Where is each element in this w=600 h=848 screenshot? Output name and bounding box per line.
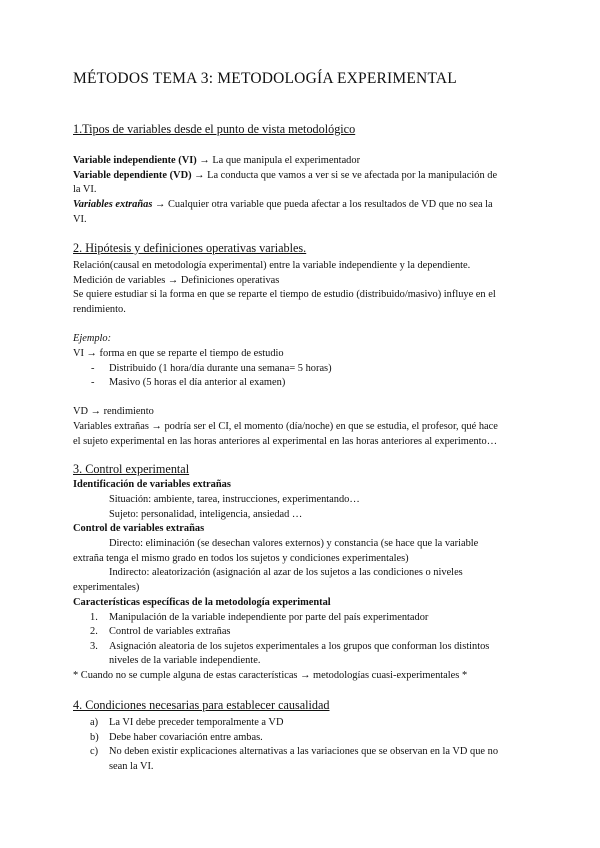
s4-item-a: La VI debe preceder temporalmente a VD (109, 717, 284, 728)
s3-note: * Cuando no se cumple alguna de estas características → metodologías cuasi-experimentales * (73, 670, 468, 681)
s2-paragraph-3: Se quiere estudiar si la forma en que se reparte el tiempo de estudio (distribuido/masivo) influye en el (73, 289, 496, 300)
ve-def-cont: VI. (73, 214, 87, 225)
s4-item-b: Debe haber covariación entre ambas. (109, 732, 263, 743)
s3-indirect: Indirecto: aleatorización (asignación al azar de los sujetos a las condiciones o niveles (109, 567, 463, 578)
list-number: 3. (90, 641, 98, 652)
section-4-heading: 4. Condiciones necesarias para establecer causalidad (73, 698, 330, 712)
vd-definition (73, 169, 497, 183)
s3-item-1: Manipulación de la variable independiente por parte del país experimentador (109, 612, 429, 623)
s3-subheading-characteristics: Características específicas de la metodología experimental (73, 597, 331, 608)
ve-definition (73, 198, 493, 212)
vd-def-cont: la VI. (73, 184, 97, 195)
s3-subheading-control: Control de variables extrañas (73, 523, 205, 534)
ve-def: → Cualquier otra variable que pueda afectar a los resultados de VD que no sea la (152, 199, 493, 210)
vi-def: → La que manipula el experimentador (196, 155, 361, 166)
section-3-heading: 3. Control experimental (73, 462, 190, 476)
section-1-heading: 1.Tipos de variables desde el punto de vista metodológico (73, 122, 356, 136)
bullet-dash: - (91, 363, 95, 374)
list-number: 1. (90, 612, 98, 623)
page-title: MÉTODOS TEMA 3: METODOLOGÍA EXPERIMENTAL (73, 70, 457, 87)
vd-term: Variable dependiente (VD) (73, 170, 192, 181)
example-extraneous: Variables extrañas → podría ser el CI, el momento (día/noche) en que se estudia, el profesor, qué hace (73, 421, 498, 432)
list-letter: c) (90, 746, 99, 757)
list-number: 2. (90, 626, 98, 637)
section-2-heading: 2. Hipótesis y definiciones operativas variables. (73, 241, 307, 255)
vi-definition (73, 154, 360, 168)
s3-subheading-identification: Identificación de variables extrañas (73, 479, 231, 490)
s3-item-3-cont: niveles de la variable independiente. (109, 655, 261, 666)
s3-item-2: Control de variables extrañas (109, 626, 231, 637)
s2-paragraph-3-cont: rendimiento. (73, 304, 126, 315)
example-vi-line: VI → forma en que se reparte el tiempo de estudio (73, 348, 284, 359)
vi-term: Variable independiente (VI) (73, 155, 197, 166)
example-label: Ejemplo: (73, 333, 112, 344)
s3-subject: Sujeto: personalidad, inteligencia, ansiedad … (109, 509, 303, 520)
example-extraneous-cont: el sujeto experimental en las horas anteriores al experimental en las horas anteriores al experimento… (73, 436, 498, 447)
s3-indirect-cont: experimentales) (73, 582, 140, 593)
s4-item-c-cont: sean la VI. (109, 761, 154, 772)
vd-def: → La conducta que vamos a ver si se ve afectada por la manipulación de (191, 170, 498, 181)
ve-term: Variables extrañas (73, 199, 153, 210)
s2-paragraph-1: Relación(causal en metodología experimental) entre la variable independiente y la dependiente. (73, 260, 471, 271)
list-letter: a) (90, 717, 99, 728)
example-vd-line: VD → rendimiento (73, 406, 154, 417)
s4-item-c: No deben existir explicaciones alternativas a las variaciones que se observan en la VD que no (109, 746, 499, 757)
s3-situation: Situación: ambiente, tarea, instrucciones, experimentando… (109, 494, 360, 505)
s3-direct: Directo: eliminación (se desechan valores externos) y constancia (se hace que la variable (109, 538, 479, 549)
s2-paragraph-2: Medición de variables → Definiciones operativas (73, 275, 280, 286)
s3-direct-cont: extraña tenga el mismo grado en todos los sujetos y condiciones experimentales) (73, 553, 409, 564)
bullet-dash: - (91, 377, 95, 388)
s3-item-3: Asignación aleatoria de los sujetos experimentales a los grupos que conforman los distintos (109, 641, 490, 652)
bullet-masivo: Masivo (5 horas el día anterior al examen) (109, 377, 286, 388)
bullet-distribuido: Distribuido (1 hora/día durante una semana= 5 horas) (109, 363, 332, 374)
list-letter: b) (90, 732, 99, 743)
